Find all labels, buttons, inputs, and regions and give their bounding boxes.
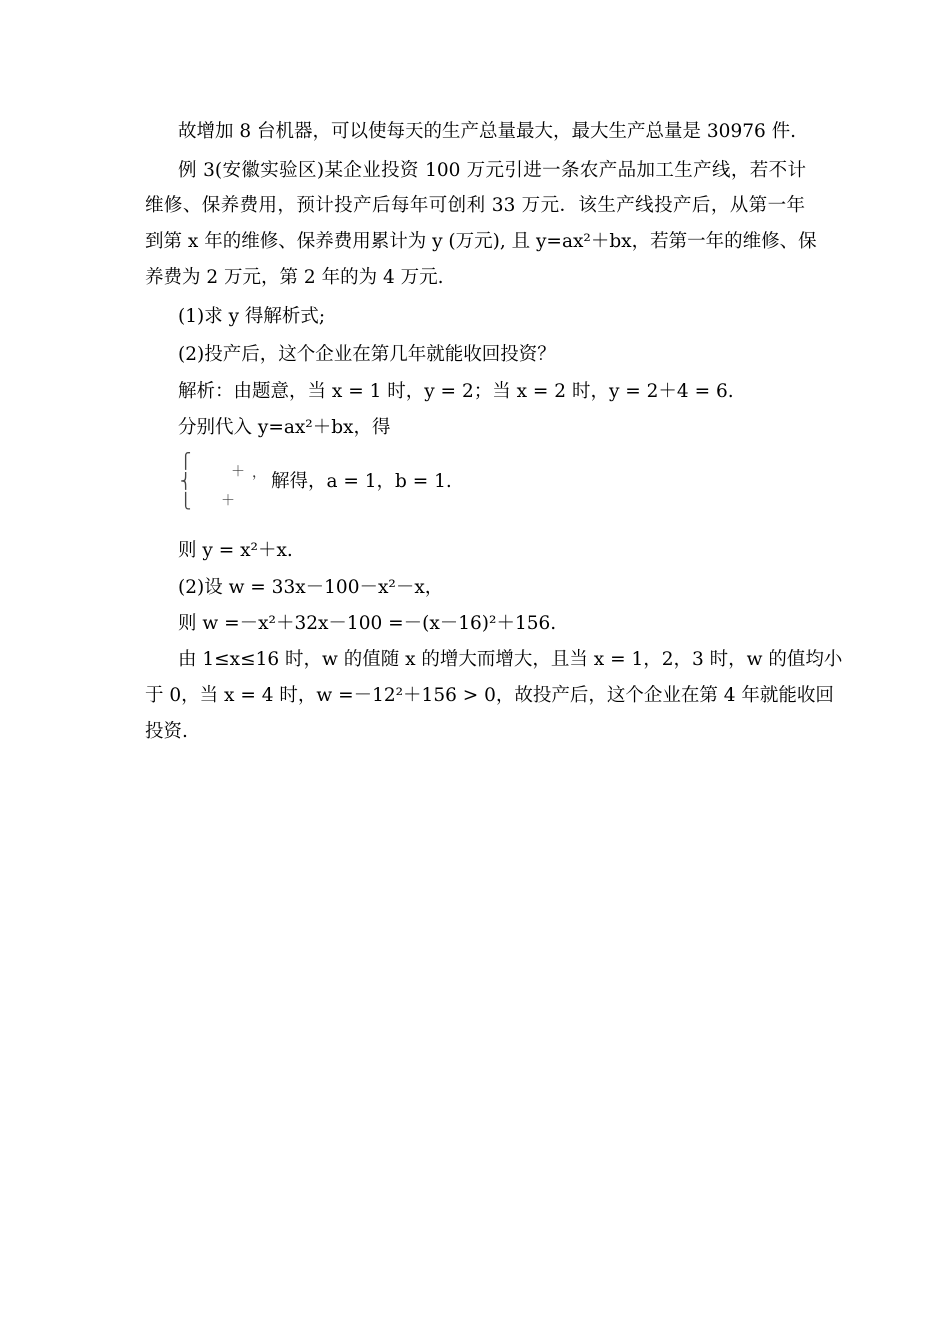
system-plus-top: ＋ (231, 464, 245, 480)
text-line: 到第 x 年的维修、保养费用累计为 y (万元), 且 y=ax²＋bx，若第一年的维修、保 (145, 231, 817, 252)
text-line: 故增加 8 台机器，可以使每天的生产总量最大，最大生产总量是 30976 件. (178, 121, 797, 142)
solution-line: 解析：由题意，当 x = 1 时，y = 2；当 x = 2 时，y = 2＋4 = 6. (178, 381, 734, 402)
text-line: 则 w =－x²＋32x－100 =－(x－16)²＋156. (178, 613, 557, 634)
left-brace-top: ⎧ (180, 452, 192, 470)
text-line: 由 1≤x≤16 时，w 的值随 x 的增大而增大，且当 x = 1，2，3 时，w 的值均小 (178, 649, 843, 670)
example-heading: 例 3(安徽实验区)某企业投资 100 万元引进一条农产品加工生产线，若不计 (178, 160, 806, 181)
question-1: (1)求 y 得解析式; (178, 306, 326, 327)
text-line: 投资. (145, 721, 188, 742)
text-line: 养费为 2 万元，第 2 年的为 4 万元. (145, 267, 444, 288)
text-line: (2)设 w = 33x－100－x²－x， (178, 577, 444, 598)
left-brace-middle: ⎨ (180, 472, 192, 490)
question-2: (2)投产后，这个企业在第几年就能收回投资？ (178, 344, 556, 365)
text-line: 维修、保养费用，预计投产后每年可创利 33 万元．该生产线投产后，从第一年 (145, 195, 805, 216)
text-line: 于 0，当 x = 4 时，w =－12²＋156 > 0，故投产后，这个企业在第 4 年就能收回 (145, 685, 834, 706)
system-plus-bottom: ＋ (221, 493, 235, 509)
text-line: 则 y = x²＋x. (178, 540, 293, 561)
left-brace-bottom: ⎩ (180, 492, 192, 510)
system-comma: ， (252, 465, 266, 481)
text-line: 分别代入 y=ax²＋bx，得 (178, 417, 391, 438)
system-solution: 解得，a = 1，b = 1. (271, 471, 452, 492)
